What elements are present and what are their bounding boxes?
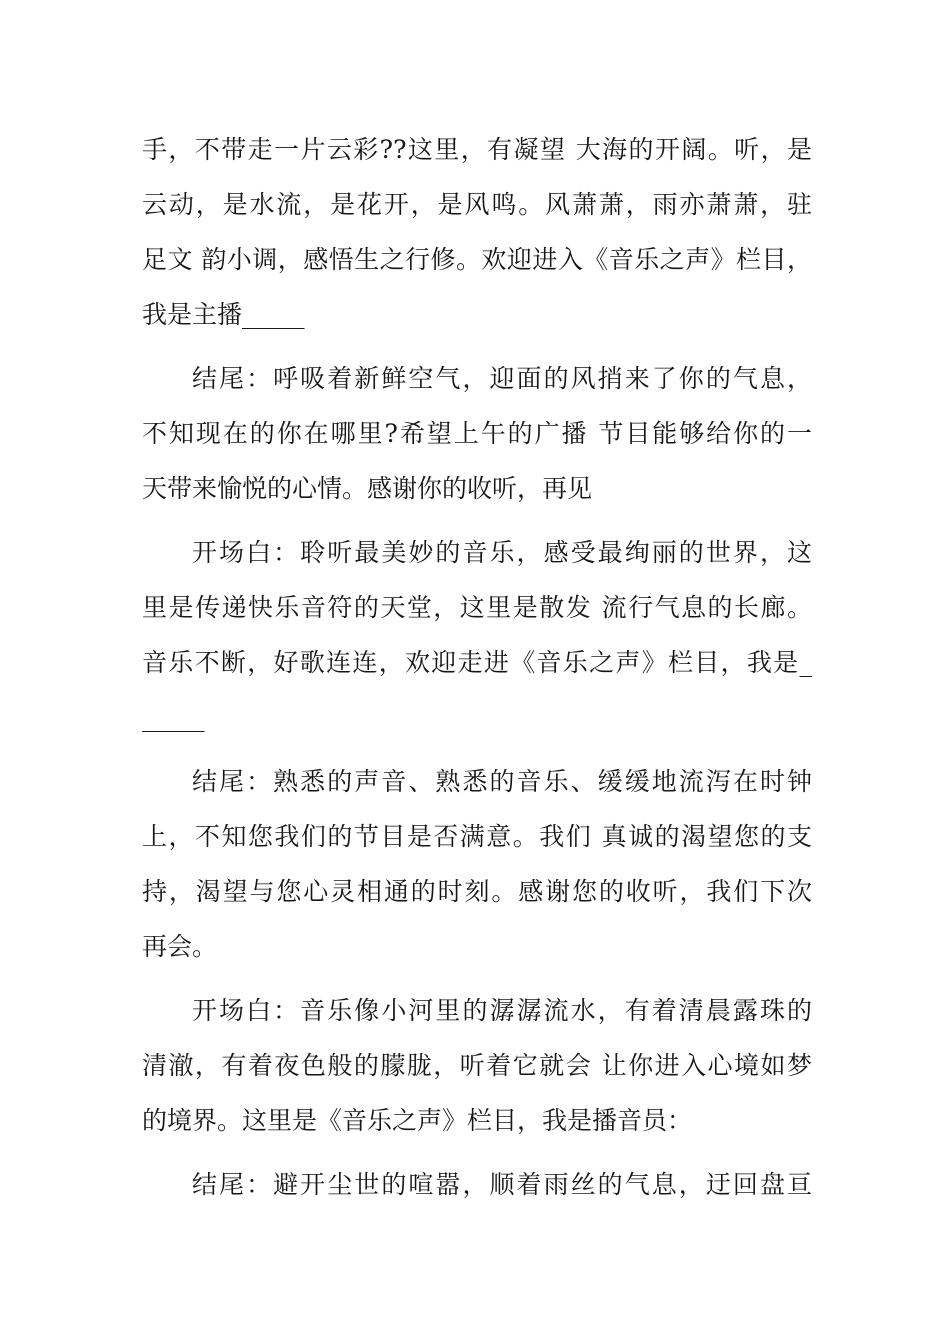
paragraph-opening-remarks (142, 525, 812, 745)
text-line: 手，不带走一片云彩??这里，有凝望 大海的开阔。听，是 (142, 135, 812, 164)
text-line: 持，渴望与您心灵相通的时刻。感谢您的收听，我们下次 (142, 877, 812, 906)
text-line: 里是传递快乐音符的天堂，这里是散发 流行气息的长廊。 (142, 593, 812, 622)
paragraph-continuation-opening (142, 122, 812, 342)
text-line: 结尾：避开尘世的喧嚣，顺着雨丝的气息，迂回盘亘 (192, 1170, 812, 1199)
text-line: 天带来愉悦的心情。感谢你的收听，再见 (142, 474, 593, 503)
text-line: 结尾：呼吸着新鲜空气，迎面的风捎来了你的气息， (192, 364, 812, 393)
text-line: 音乐不断，好歌连连，欢迎走进《音乐之声》栏目，我是_ (142, 648, 812, 677)
paragraph-closing-remarks (142, 1157, 812, 1212)
text-line-with-blank: 我是主播_____ (142, 300, 305, 329)
text-line: 足文 韵小调，感悟生之行修。欢迎进入《音乐之声》栏目， (142, 245, 812, 274)
text-line: 结尾：熟悉的声音、熟悉的音乐、缓缓地流泻在时钟 (192, 767, 812, 796)
paragraph-opening-remarks (142, 983, 812, 1148)
paragraph-closing-remarks (142, 754, 812, 974)
paragraph-closing-remarks (142, 351, 812, 516)
text-line: 再会。 (142, 932, 218, 961)
text-line: 上，不知您我们的节目是否满意。我们 真诚的渴望您的支 (142, 822, 812, 851)
text-line: 开场白：聆听最美妙的音乐，感受最绚丽的世界，这 (192, 538, 812, 567)
text-line-blank-underscore: _____ (142, 703, 205, 732)
text-line: 的境界。这里是《音乐之声》栏目，我是播音员： (142, 1106, 693, 1135)
text-line: 不知现在的你在哪里?希望上午的广播 节目能够给你的一 (142, 419, 812, 448)
text-line: 开场白：音乐像小河里的潺潺流水，有着清晨露珠的 (192, 996, 812, 1025)
text-line: 清澈，有着夜色般的朦胧，听着它就会 让你进入心境如梦 (142, 1051, 812, 1080)
text-line: 云动，是水流，是花开，是风鸣。风萧萧，雨亦萧萧，驻 (142, 190, 812, 219)
